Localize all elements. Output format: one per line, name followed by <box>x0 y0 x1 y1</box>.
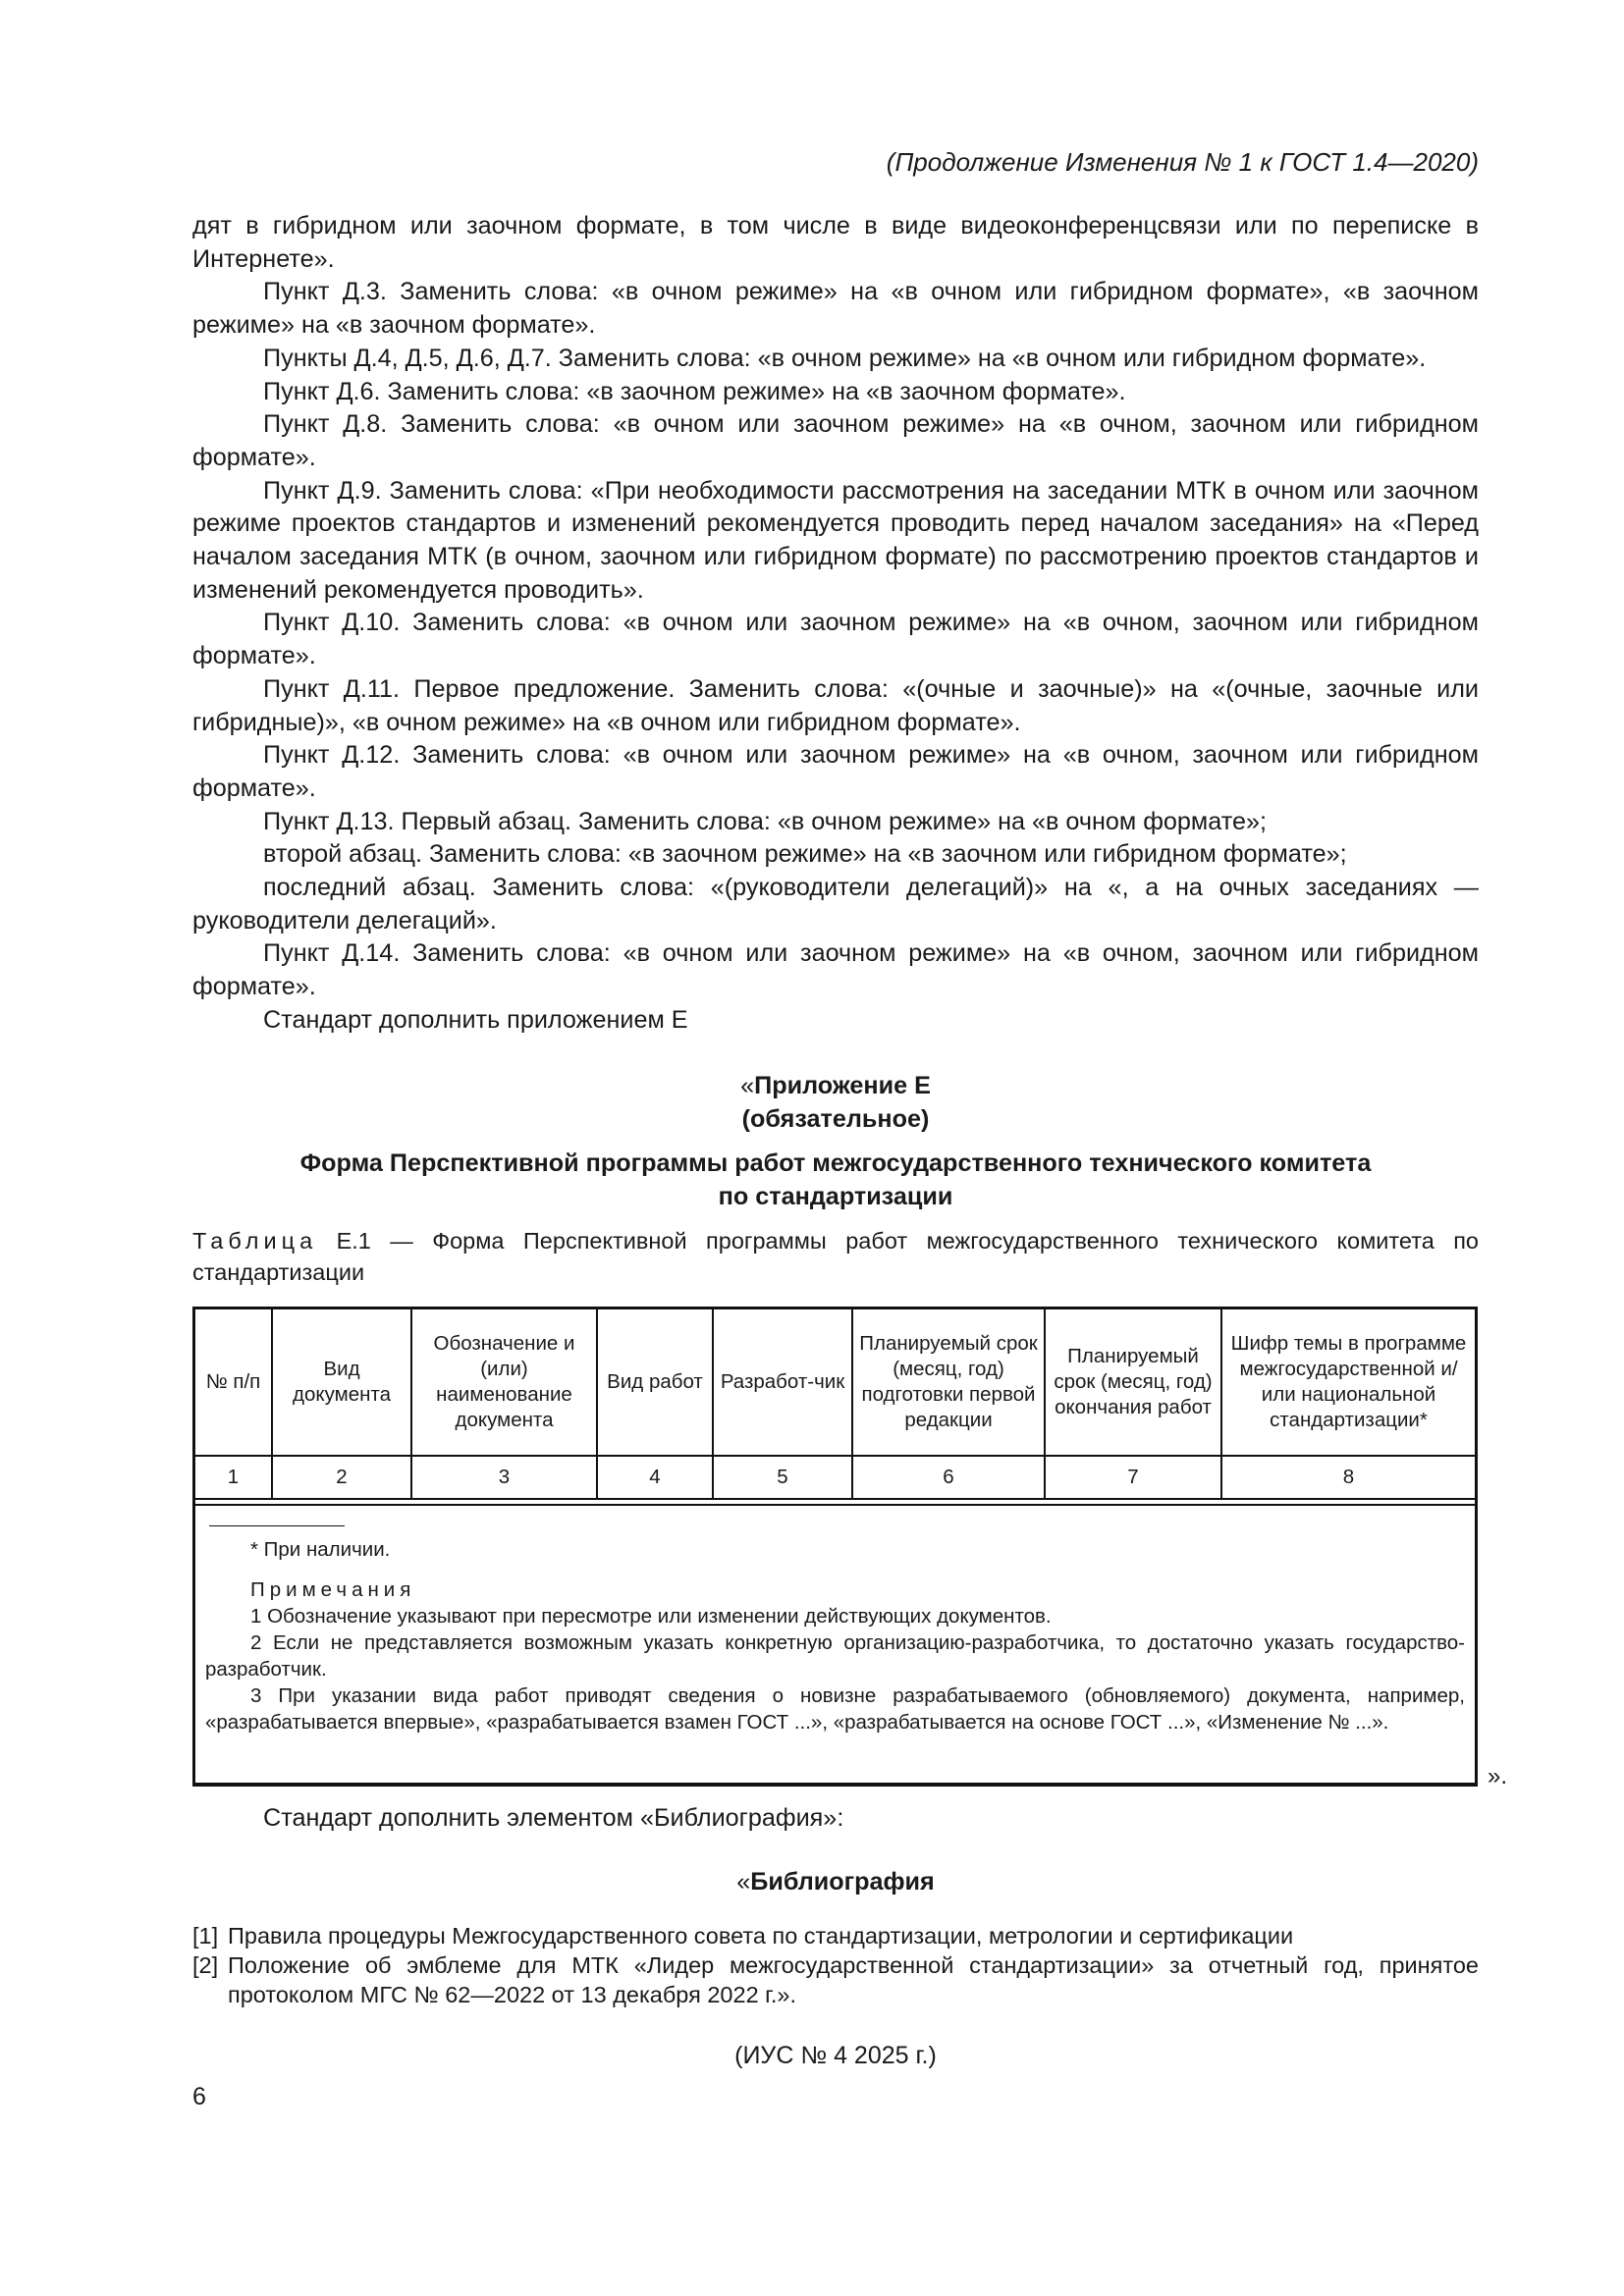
amendment-body <box>192 210 1479 1038</box>
table-grid <box>195 1309 1475 1500</box>
footnote: * При наличии. <box>250 1538 391 1561</box>
paragraph: Пункт Д.13. Первый абзац. Заменить слова: «в очном режиме» на «в очном формате»; <box>263 807 1267 835</box>
column-number: 3 <box>411 1456 597 1499</box>
bibliography-open-quote: « <box>736 1868 751 1896</box>
note-item: 2 Если не представляется возможным указать конкретную организацию-разработчика, то достаточно указать государство-разработчик. <box>205 1631 1465 1681</box>
bibliography-heading <box>192 1868 1479 1896</box>
column-header: Обозначение и (или) наименование документа <box>411 1309 597 1456</box>
column-number: 6 <box>852 1456 1045 1499</box>
column-header: Шифр темы в программе межгосударственной и/или национальной стандартизации* <box>1221 1309 1475 1456</box>
table-footnotes <box>195 1525 1475 1735</box>
bibliography-list <box>192 1921 1479 2009</box>
paragraph: Пункты Д.4, Д.5, Д.6, Д.7. Заменить слова: «в очном режиме» на «в очном или гибридном формате». <box>263 344 1427 372</box>
paragraph: Пункт Д.9. Заменить слова: «При необходимости рассмотрения на заседании МТК в очном или заочном режиме проектов стандартов и изменений рекомендуется проводить перед началом заседания» на «Перед началом заседания МТК (в очном, заочном или гибридном формате) по рассмотрению проектов стандартов и изменений рекомендуется проводить». <box>192 476 1479 604</box>
column-number: 7 <box>1045 1456 1221 1499</box>
column-number: 1 <box>195 1456 272 1499</box>
annex-heading-line2: по стандартизации <box>718 1183 953 1210</box>
paragraph: последний абзац. Заменить слова: «(руководители делегаций)» на «, а на очных заседаниях — руководители делегаций». <box>192 874 1479 934</box>
column-header: Планируемый срок (месяц, год) окончания работ <box>1045 1309 1221 1456</box>
bibliography-instruction: Стандарт дополнить элементом «Библиография»: <box>263 1804 844 1832</box>
table-close-quote: ». <box>1488 1763 1508 1789</box>
column-number: 2 <box>272 1456 411 1499</box>
paragraph: Пункт Д.11. Первое предложение. Заменить слова: «(очные и заочные)» на «(очные, заочные или гибридные)», «в очном режиме» на «в очном или гибридном формате». <box>192 674 1479 736</box>
annex-title: Приложение Е <box>754 1072 931 1099</box>
paragraph: Пункт Д.8. Заменить слова: «в очном или заочном режиме» на «в очном, заочном или гибридном формате». <box>192 410 1479 471</box>
footnote-rule <box>209 1525 345 1526</box>
column-header: № п/п <box>195 1309 272 1456</box>
column-header: Планируемый срок (месяц, год) подготовки первой редакции <box>852 1309 1045 1456</box>
bibliography-item-text: Положение об эмблеме для МТК «Лидер межгосударственной стандартизации» за отчетный год, принятое протоколом МГС № 62—2022 от 13 декабря 2022 г.». <box>228 1952 1479 2007</box>
annex-open-quote: « <box>740 1072 755 1099</box>
running-header: (Продолжение Изменения № 1 к ГОСТ 1.4—2020) <box>886 147 1479 177</box>
table-header-row <box>195 1309 1475 1456</box>
column-number: 5 <box>713 1456 852 1499</box>
double-rule-divider <box>195 1500 1475 1506</box>
paragraph: Пункт Д.6. Заменить слова: «в заочном режиме» на «в заочном формате». <box>263 377 1126 405</box>
bibliography-item <box>192 1950 1479 2009</box>
paragraph: Пункт Д.10. Заменить слова: «в очном или заочном режиме» на «в очном, заочном или гибридном формате». <box>192 609 1479 670</box>
annex-status: (обязательное) <box>741 1104 930 1133</box>
bibliography-item <box>192 1921 1479 1950</box>
paragraph: второй абзац. Заменить слова: «в заочном режиме» на «в заочном или гибридном формате»; <box>263 840 1347 869</box>
note-item: 1 Обозначение указывают при пересмотре или изменении действующих документов. <box>250 1605 1052 1628</box>
column-number: 4 <box>597 1456 713 1499</box>
paragraph: Пункт Д.12. Заменить слова: «в очном или заочном режиме» на «в очном, заочном или гибридном формате». <box>192 741 1479 802</box>
annex-heading-line1: Форма Перспективной программы работ межгосударственного технического комитета <box>299 1149 1372 1177</box>
table-caption <box>192 1225 1479 1288</box>
bibliography-item-text: Правила процедуры Межгосударственного совета по стандартизации, метрологии и сертификации <box>228 1923 1294 1949</box>
bibliography-item-number: [2] <box>192 1952 219 1978</box>
notes-title: Примечания <box>250 1578 416 1601</box>
note-item: 3 При указании вида работ приводят сведения о новизне разрабатываемого (обновляемого) документа, например, «разрабатывается впервые», «разрабатывается взамен ГОСТ ...», «разрабатывается на основе ГОСТ ...», «Изменение № ...». <box>205 1684 1465 1734</box>
table-caption-label: Таблица <box>192 1228 318 1254</box>
annex-header <box>192 1070 1479 1136</box>
paragraph: Стандарт дополнить приложением Е <box>263 1005 688 1034</box>
page-number: 6 <box>192 2083 206 2110</box>
ius-reference: (ИУС № 4 2025 г.) <box>734 2042 937 2069</box>
column-number: 8 <box>1221 1456 1475 1499</box>
program-form-table <box>192 1307 1478 1787</box>
table-caption-text: Е.1 — Форма Перспективной программы работ межгосударственного технического комитета по стандартизации <box>192 1228 1479 1285</box>
bibliography-item-number: [1] <box>192 1923 219 1949</box>
annex-heading <box>192 1147 1479 1213</box>
bibliography-title: Библиография <box>750 1868 935 1896</box>
paragraph: дят в гибридном или заочном формате, в том числе в виде видеоконференцсвязи или по переписке в Интернете». <box>192 212 1479 273</box>
table-number-row <box>195 1456 1475 1499</box>
paragraph: Пункт Д.14. Заменить слова: «в очном или заочном режиме» на «в очном, заочном или гибридном формате». <box>192 939 1479 1001</box>
column-header: Вид работ <box>597 1309 713 1456</box>
paragraph: Пункт Д.3. Заменить слова: «в очном режиме» на «в очном или гибридном формате», «в заочном режиме» на «в заочном формате». <box>192 278 1479 340</box>
column-header: Разработ-чик <box>713 1309 852 1456</box>
column-header: Вид документа <box>272 1309 411 1456</box>
